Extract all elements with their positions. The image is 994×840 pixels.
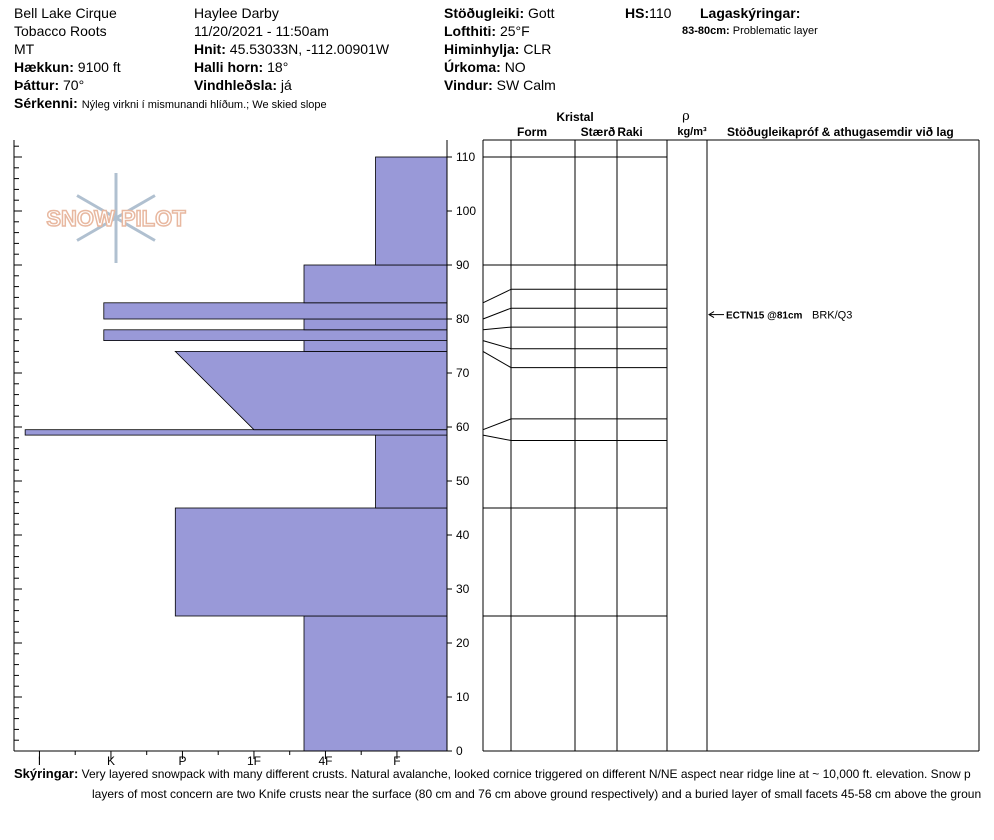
- layer-connector: [483, 435, 511, 440]
- layer-connector: [483, 351, 511, 367]
- wind-loading-label: Vindhleðsla:: [194, 77, 277, 93]
- header-tests: Stöðugleikapróf & athugasemdir við lag: [727, 125, 954, 139]
- hardness-layer: [304, 341, 447, 352]
- test-detail: BRK/Q3: [812, 309, 853, 322]
- y-tick-label: 60: [456, 420, 470, 434]
- y-tick-label: 80: [456, 312, 470, 326]
- notes: [14, 764, 971, 784]
- hardness-layer: [175, 351, 447, 429]
- layer-connector: [483, 341, 511, 349]
- wind-value: SW Calm: [496, 77, 556, 93]
- layer-connector: [483, 327, 511, 330]
- features-value: Nýleg virkni í mismunandi hlíðum.; We skied slope: [81, 99, 327, 111]
- test-label: ECTN15 @81cm: [726, 310, 803, 322]
- observer-name: Haylee Darby: [194, 5, 279, 21]
- notes-line-2: layers of most concern are two Knife crusts near the surface (80 cm and 76 cm above ground respectively) and a buried layer of small facets 45-58 cm above the groun: [92, 787, 982, 801]
- notes-line-1: Very layered snowpack with many different crusts. Natural avalanche, looked cornice triggered on different N/NE aspect near ridge line at ~ 10,000 ft. elevation. Snow p: [81, 767, 971, 781]
- x-tick-label: 1F: [246, 754, 261, 768]
- hardness-layer: [175, 508, 447, 616]
- hardness-layer: [304, 616, 447, 751]
- depth-axis: [447, 150, 476, 758]
- wind-label: Vindur:: [444, 77, 493, 93]
- x-tick-label: 4F: [318, 754, 333, 768]
- aspect-label: Þáttur:: [14, 77, 60, 93]
- hardness-layer: [104, 303, 447, 319]
- hardness-layer: [104, 330, 447, 341]
- header-crystal: Kristal: [556, 110, 594, 124]
- hardness-layer: [376, 157, 448, 265]
- state-name: MT: [14, 41, 35, 57]
- y-tick-label: 100: [456, 204, 477, 218]
- x-tick-label: K: [106, 754, 115, 768]
- air-temp-label: Lofthiti:: [444, 23, 497, 39]
- features-label: Sérkenni:: [14, 95, 78, 111]
- precip-label: Úrkoma:: [444, 59, 501, 75]
- stability-label: Stöðugleiki:: [444, 5, 525, 21]
- hardness-layer: [304, 265, 447, 303]
- y-tick-label: 70: [456, 366, 470, 380]
- hs-label: HS:: [625, 5, 650, 21]
- y-tick-label: 10: [456, 690, 470, 704]
- y-tick-label: 50: [456, 474, 470, 488]
- y-tick-label: 30: [456, 582, 470, 596]
- layer-connector: [483, 289, 511, 303]
- aspect-value: 70°: [63, 77, 85, 93]
- sky-value: CLR: [523, 41, 552, 57]
- coords-label: Hnit:: [194, 41, 226, 57]
- hardness-layer: [376, 435, 448, 508]
- elevation-value: 9100 ft: [77, 59, 121, 75]
- x-tick-label: I: [37, 754, 42, 768]
- notes-label: Skýringar:: [14, 766, 79, 781]
- location-name: Bell Lake Cirque: [14, 5, 117, 21]
- coords-value: 45.53033N, -112.00901W: [229, 41, 390, 57]
- x-tick-label: P: [178, 754, 187, 768]
- y-tick-label: 110: [456, 150, 476, 164]
- logo-text: SNOW PILOT: [46, 206, 186, 231]
- y-tick-label: 40: [456, 528, 470, 542]
- y-tick-label: 0: [456, 744, 463, 758]
- layer-note-range: 83-80cm:: [682, 25, 730, 37]
- x-tick-label: F: [393, 754, 401, 768]
- header-form: Form: [517, 125, 547, 139]
- stability-test-marker: [709, 310, 852, 322]
- slope-label: Halli horn:: [194, 59, 264, 75]
- header-moisture: Raki: [617, 125, 643, 139]
- layers-label: Lagaskýringar:: [700, 5, 801, 21]
- observation-datetime: 11/20/2021 - 11:50am: [194, 23, 329, 39]
- sky-label: Himinhylja:: [444, 41, 520, 57]
- layer-table: [483, 140, 979, 751]
- header-density-unit: kg/m³: [677, 126, 707, 138]
- layer-connector: [483, 419, 511, 430]
- hardness-layer: [304, 319, 447, 330]
- stability-value: Gott: [528, 5, 555, 21]
- precip-value: NO: [504, 59, 526, 75]
- hs-value: 110: [649, 5, 672, 21]
- y-tick-label: 20: [456, 636, 470, 650]
- elevation-label: Hækkun:: [14, 59, 74, 75]
- hardness-layer: [25, 430, 447, 435]
- layer-connector: [483, 308, 511, 319]
- column-headers: [517, 109, 954, 139]
- slope-value: 18°: [267, 59, 289, 75]
- range-name: Tobacco Roots: [14, 23, 107, 39]
- snowpilot-logo: [46, 173, 186, 263]
- hardness-profile: [25, 157, 447, 751]
- layer-note-text: Problematic layer: [732, 25, 818, 37]
- y-tick-label: 90: [456, 258, 470, 272]
- header-size: Stærð: [580, 125, 616, 139]
- wind-loading-value: já: [280, 77, 292, 93]
- header-rho: ρ: [682, 109, 690, 124]
- air-temp-value: 25°F: [499, 23, 530, 39]
